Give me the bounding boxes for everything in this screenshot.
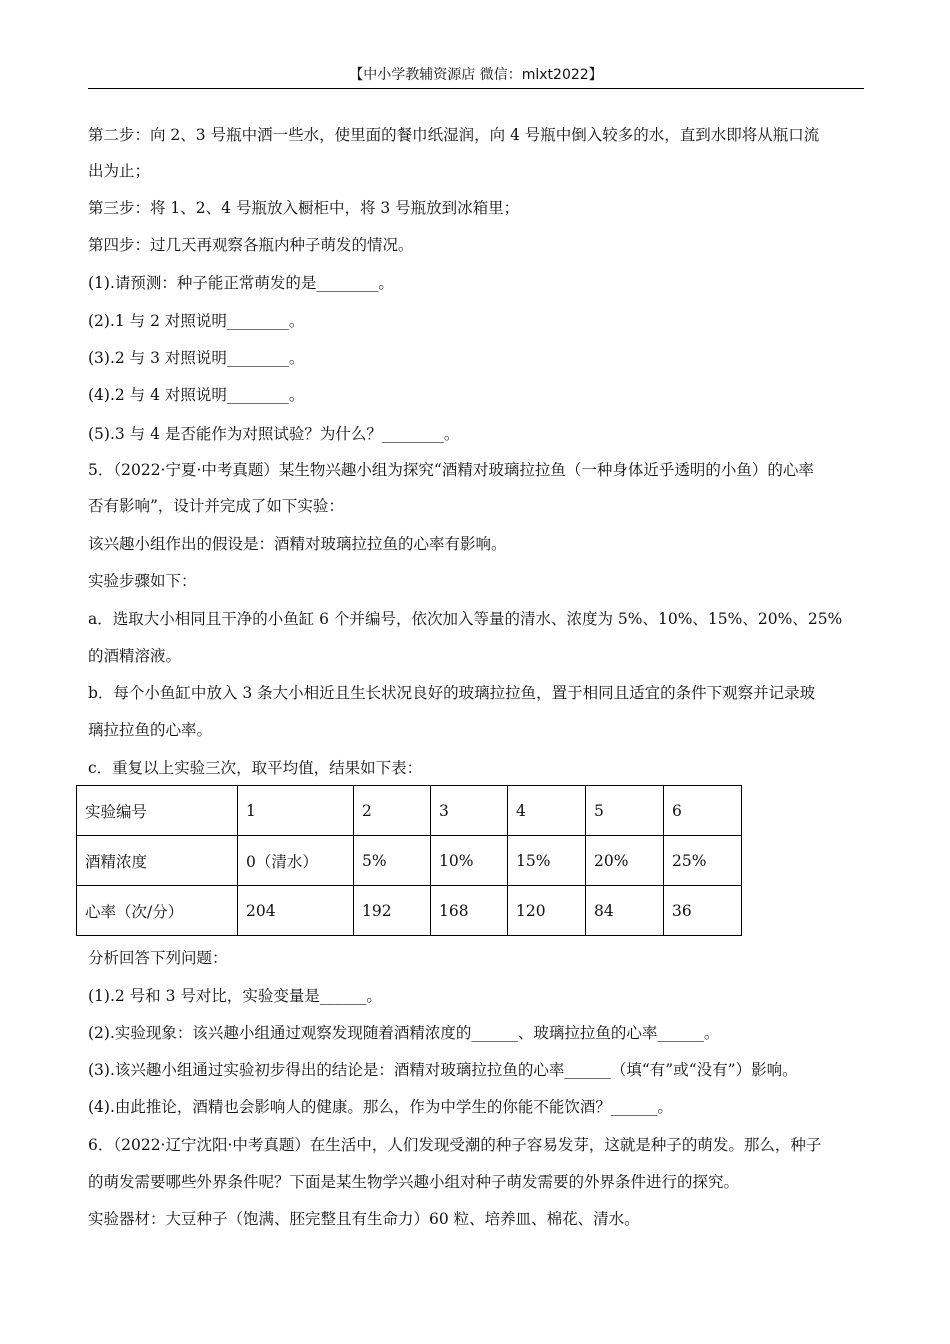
text-line: 的酒精溶液。 <box>88 647 182 665</box>
table-cell: 0（清水） <box>238 836 354 886</box>
table-cell: 20% <box>586 836 664 886</box>
table-row <box>77 786 742 836</box>
analysis-heading: 分析回答下列问题： <box>88 949 228 967</box>
steps-heading: 实验步骤如下： <box>88 572 197 590</box>
table-cell: 6 <box>664 786 742 836</box>
table-row <box>77 836 742 886</box>
text-line: 第四步：过几天再观察各瓶内种子萌发的情况。 <box>88 236 414 254</box>
text-line: 否有影响”，设计并完成了如下实验： <box>88 497 344 515</box>
table-cell: 2 <box>354 786 431 836</box>
materials: 实验器材：大豆种子（饱满、胚完整且有生命力）60 粒、培养皿、棉花、清水。 <box>88 1210 640 1228</box>
text-line: 的萌发需要哪些外界条件呢？下面是某生物学兴趣小组对种子萌发需要的外界条件进行的探究。 <box>88 1173 740 1191</box>
table-cell: 实验编号 <box>77 786 238 836</box>
table-cell: 5% <box>354 836 431 886</box>
hypothesis: 该兴趣小组作出的假设是：酒精对玻璃拉拉鱼的心率有影响。 <box>88 535 507 553</box>
question-1: (1).2 号和 3 号对比，实验变量是______。 <box>88 987 382 1005</box>
table-cell: 4 <box>508 786 586 836</box>
text-line: 璃拉拉鱼的心率。 <box>88 721 213 739</box>
table-cell: 204 <box>238 886 354 936</box>
question-2: (2).实验现象：该兴趣小组通过观察发现随着酒精浓度的______、玻璃拉拉鱼的心率______。 <box>88 1024 720 1042</box>
problem-5-title: 5．（2022·宁夏·中考真题）某生物兴趣小组为探究“酒精对玻璃拉拉鱼（一种身体近乎透明的小鱼）的心率 <box>88 461 814 479</box>
question-1: (1).请预测：种子能正常萌发的是________。 <box>88 274 394 292</box>
problem-6-title: 6．（2022·辽宁沈阳·中考真题）在生活中，人们发现受潮的种子容易发芽，这就是种子的萌发。那么，种子 <box>88 1136 822 1154</box>
table-cell: 120 <box>508 886 586 936</box>
page-header: 【中小学教辅资源店 微信：mlxt2022】 <box>88 64 864 89</box>
table-cell: 心率（次/分） <box>77 886 238 936</box>
table-cell: 10% <box>431 836 508 886</box>
table-cell: 3 <box>431 786 508 836</box>
table-cell: 84 <box>586 886 664 936</box>
question-2: (2).1 与 2 对照说明________。 <box>88 312 305 330</box>
table-row <box>77 886 742 936</box>
table-cell: 36 <box>664 886 742 936</box>
text-line: 出为止； <box>88 162 151 180</box>
table-cell: 25% <box>664 836 742 886</box>
table-cell: 酒精浓度 <box>77 836 238 886</box>
table-cell: 15% <box>508 836 586 886</box>
text-line: 第二步：向 2、3 号瓶中洒一些水，使里面的餐巾纸湿润，向 4 号瓶中倒入较多的水，直到水即将从瓶口流 <box>88 126 820 144</box>
table-cell: 168 <box>431 886 508 936</box>
results-table <box>76 785 742 936</box>
question-4: (4).由此推论，酒精也会影响人的健康。那么，作为中学生的你能不能饮酒？______。 <box>88 1098 673 1116</box>
step-a: a．选取大小相同且干净的小鱼缸 6 个并编号，依次加入等量的清水、浓度为 5%、10%、15%、20%、25% <box>88 610 843 628</box>
step-c: c．重复以上实验三次，取平均值，结果如下表： <box>88 759 423 777</box>
table-cell: 1 <box>238 786 354 836</box>
table-cell: 192 <box>354 886 431 936</box>
text-line: 第三步：将 1、2、4 号瓶放入橱柜中，将 3 号瓶放到冰箱里； <box>88 199 520 217</box>
table-cell: 5 <box>586 786 664 836</box>
step-b: b．每个小鱼缸中放入 3 条大小相近且生长状况良好的玻璃拉拉鱼，置于相同且适宜的条件下观察并记录玻 <box>88 684 816 702</box>
question-5: (5).3 与 4 是否能作为对照试验？为什么？________。 <box>88 425 460 443</box>
question-4: (4).2 与 4 对照说明________。 <box>88 386 305 404</box>
question-3: (3).2 与 3 对照说明________。 <box>88 349 305 367</box>
question-3: (3).该兴趣小组通过实验初步得出的结论是：酒精对玻璃拉拉鱼的心率______（填“有”或“没有”）影响。 <box>88 1061 798 1079</box>
